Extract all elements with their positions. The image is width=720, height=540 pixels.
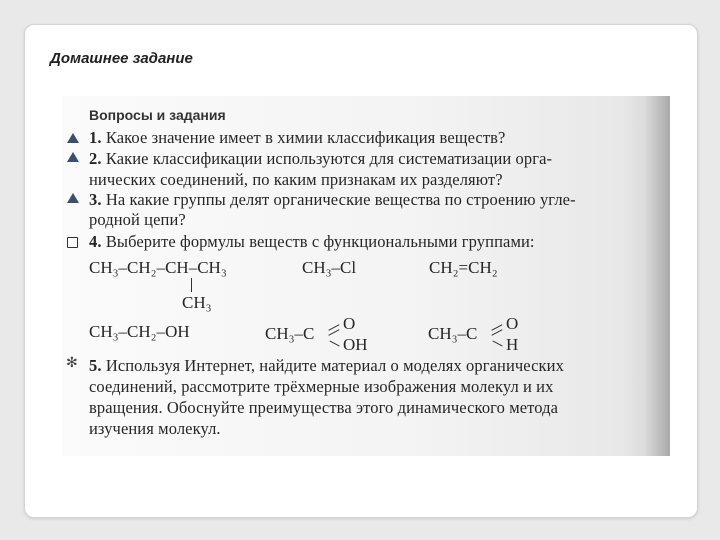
acid-oxygen: O: [343, 314, 356, 333]
aldehyde-hydrogen: H: [506, 335, 519, 354]
branch-bond: [191, 278, 192, 292]
question-5: 5. Используя Интернет, найдите материал о моделях органических: [89, 356, 564, 375]
question-4: 4. Выберите формулы веществ с функциональными группами:: [89, 232, 535, 251]
question-2: 2. Какие классификации используются для систематизации орга-: [89, 149, 553, 168]
question-3-line-2: родной цепи?: [89, 210, 186, 229]
page-edge-shadow: [644, 96, 670, 456]
acid-hydroxyl: OH: [343, 335, 368, 354]
formula-branch: CH₃: [182, 293, 212, 312]
formula-2-methylbutane: CH₃–CH₂–CH–CH₃: [89, 258, 227, 277]
question-5-line-4: изучения молекул.: [89, 419, 221, 438]
question-3: 3. На какие группы делят органические вещества по строению угле-: [89, 190, 576, 209]
formula-chloromethane: CH₃–Cl: [302, 258, 357, 277]
formula-acetaldehyde: CH₃–C: [428, 324, 478, 343]
triangle-icon: [67, 152, 79, 162]
section-heading: Вопросы и задания: [89, 107, 226, 123]
question-2-line-2: нических соединений, по каким признакам их разделяют?: [89, 170, 503, 189]
aldehyde-oxygen: O: [506, 314, 519, 333]
triangle-icon: [67, 133, 79, 143]
triangle-icon: [67, 193, 79, 203]
question-5-line-3: вращения. Обоснуйте преимущества этого динамического метода: [89, 398, 559, 417]
square-icon: [67, 237, 78, 248]
single-bond: [492, 340, 502, 346]
question-5-line-2: соединений, рассмотрите трёхмерные изображения молекул и их: [89, 377, 554, 396]
slide-title: Домашнее задание: [50, 50, 193, 67]
single-bond: [329, 340, 339, 346]
question-1: 1. Какое значение имеет в химии классификация веществ?: [89, 128, 506, 147]
formula-ethanol: CH₃–CH₂–OH: [89, 322, 190, 341]
formula-acetic-acid: CH₃–C: [265, 324, 315, 343]
formula-ethene: CH₂=CH₂: [429, 258, 498, 277]
textbook-scan: [62, 96, 670, 456]
asterisk-icon: ✻: [66, 355, 78, 371]
